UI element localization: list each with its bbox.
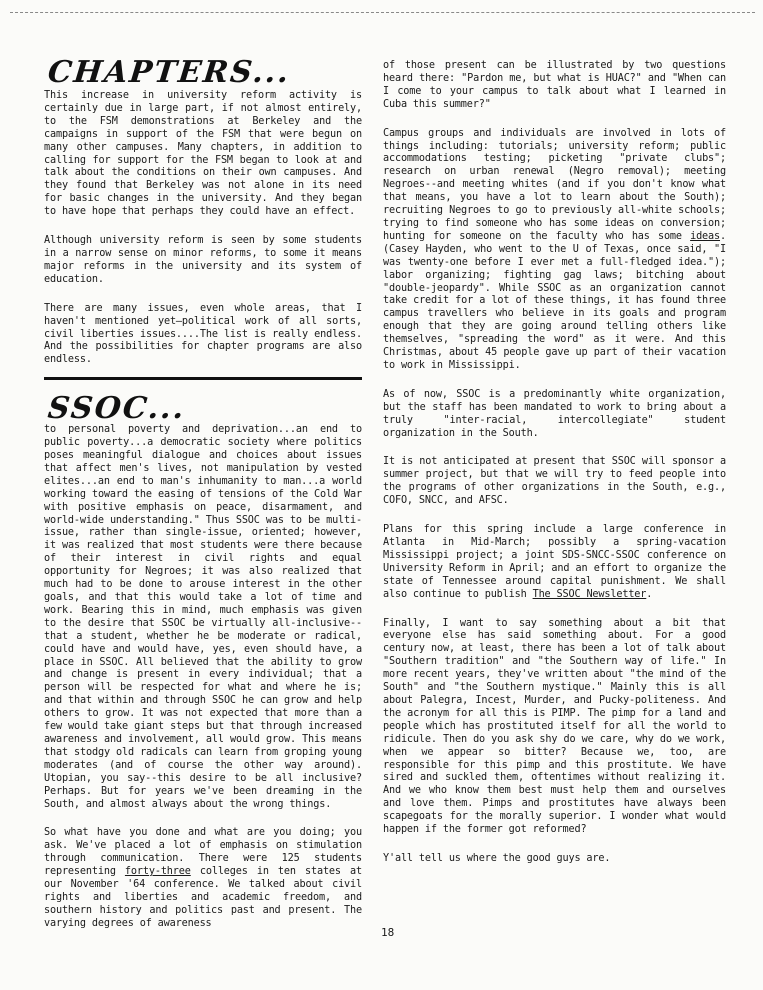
chapters-heading: CHAPTERS...: [46, 55, 293, 90]
top-border-line: [10, 12, 755, 13]
ssoc-right-paragraph-2-text-b: . (Casey Hayden, who went to the U of Texas, once said, "I was twenty-one before I ever met a full-fledged idea."); labor organizing; fighting gag laws; bitching about "double-jeopardy". While SSOC as an organization cannot take credit for a lot of these things, it has found three campus travellers who believe in its goals and program enough that they are going around telling others like themselves, "spreading the word" as it were. And this Christmas, about 45 people gave up part of their vacation to work in Mississippi.: [383, 230, 726, 371]
section-divider: [44, 377, 362, 380]
ssoc-right-paragraph-7: Y'all tell us where the good guys are.: [383, 852, 611, 864]
ssoc-paragraph-2-text-b: colleges in ten states at our November '64 conference. We talked about civil rights and liberties and academic freedom, and southern history and politics past and present. The varying degrees of awareness: [44, 866, 362, 929]
ssoc-right-paragraph-6: Finally, I want to say something about a bit that everyone else has said something about. For a good century now, at least, there has been a lot of talk about "Southern tradition" and "the Southern way of life." In more recent years, they've written about "the mind of the South" and "the Southern mystique." Mainly this is all about Palegra, Incest, Murder, and Pucky-politeness. And the acronym for all this is PIMP. The pimp for a land and people which has prostituted itself for all the world to ridicule. Then do you ask shy do we care, why do we work, when we appear so bitter? Because we, too, are responsible for this pimp and this prostitute. We have sired and suckled them, oftentimes without realizing it. And we who know them best must help them and ourselves and love them. Pimps and prostitutes have always been scapegoats for the morally superior. I wonder what would happen if the former got reformed?: [383, 617, 726, 836]
ssoc-paragraph-2: [44, 827, 362, 930]
left-column: [44, 55, 362, 931]
ssoc-heading: SSOC...: [46, 391, 188, 427]
ssoc-right-paragraph-4: It is not anticipated at present that SSOC will sponsor a summer project, but that we will try to feed people into the programs of other organizations in the South, e.g., COFO, SNCC, and AFSC.: [383, 456, 726, 507]
chapters-paragraph-3: There are many issues, even whole areas, that I haven't mentioned yet—political work of all sorts, civil liberties issues....The list is really endless. And the possibilities for chapter programs are also endless.: [44, 302, 362, 366]
ssoc-right-paragraph-2: [383, 128, 726, 373]
page-number: 18: [381, 926, 395, 939]
ideas-underlined: ideas: [690, 230, 721, 242]
right-column: [383, 60, 726, 882]
newsletter-title-underlined: The SSOC Newsletter: [532, 588, 647, 600]
ssoc-right-paragraph-2-text-a: Campus groups and individuals are involved in lots of things including: tutorials; university reform; public accommodations testing; picketing "private clubs"; research on urban renewal (Negro removal); meeting Negroes--and meeting whites (and if you don't know what that means, you have a lot to learn about the South); recruiting Negroes to go to previously all-white schools; trying to find someone who has some ideas on conversion; hunting for someone on the faculty who has some: [383, 127, 726, 242]
chapters-paragraph-2: Although university reform is seen by some students in a narrow sense on minor reforms, to some it means major reforms in the university and its system of education.: [44, 235, 362, 285]
ssoc-right-paragraph-5: [383, 524, 726, 601]
ssoc-right-paragraph-5-text-a: Plans for this spring include a large conference in Atlanta in Mid-March; possibly a spring-vacation Mississippi project; a joint SDS-SNCC-SSOC conference on University Reform in April; and an effort to organize the state of Tennessee around capital punishment. We shall also continue to publish: [383, 524, 726, 600]
chapters-paragraph-1: This increase in university reform activity is certainly due in large part, if not almost entirely, to the FSM demonstrations at Berkeley and the campaigns in support of the FSM that were begun on many other campuses. Many chapters, in addition to calling for support for the FSM began to look at and talk about the conditions on their own campuses. And they found that Berkeley was not alone in its need for basic changes in the university. And they began to have hope that perhaps they could have an effect.: [44, 90, 362, 218]
ssoc-right-paragraph-3: As of now, SSOC is a predominantly white organization, but the staff has been mandated to work to bring about a truly "inter-racial, intercollegiate" student organization in the South.: [383, 388, 726, 439]
ssoc-right-paragraph-1: of those present can be illustrated by two questions heard there: "Pardon me, but what is HUAC?" and "When can I come to your campus to talk about what I learned in Cuba this summer?": [383, 60, 726, 110]
ssoc-right-paragraph-5-text-b: .: [646, 588, 653, 600]
forty-three-underlined: forty-three: [124, 866, 191, 878]
ssoc-paragraph-2-text-a: So what have you done and what are you doing; you ask. We've placed a lot of emphasis on stimulation through communication. There were 125 students representing: [44, 827, 362, 878]
ssoc-paragraph-1: to personal poverty and deprivation...an end to public poverty...a democratic society where politics poses meaningful dialogue and choices about issues that affect men's lives, not manipulation by vested elites...an end to man's inhumanity to man...a world working toward the easing of tensions of the Cold War with positive emphasis on peace, disarmament, and world-wide understanding." Thus SSOC was to be multi-issue, rather than single-issue, oriented; however, it was realized that most students were there because of their interest in civil rights and equal opportunity for Negroes; it was also realized that much had to be done to arouse interest in the other goals, and that this would take a lot of time and work. Bearing this in mind, much emphasis was given to the desire that SSOC be virtually all-inclusive--that a student, whether he be moderate or radical, could have and would have, yes, even should have, a place in SSOC. All believed that the ability to grow and change is present in every individual; that a person will be respected for what and where he is; and that within and through SSOC he can grow and help others to grow. It was not expected that more than a few would take giant steps but that through increased awareness and involvement, all would grow. This means that stodgy old radicals can learn from groping young moderates (and of course the other way around). Utopian, you say--this desire to be all inclusive? Perhaps. But for years we've been dreaming in the South, and almost always about the wrong things.: [44, 424, 362, 810]
